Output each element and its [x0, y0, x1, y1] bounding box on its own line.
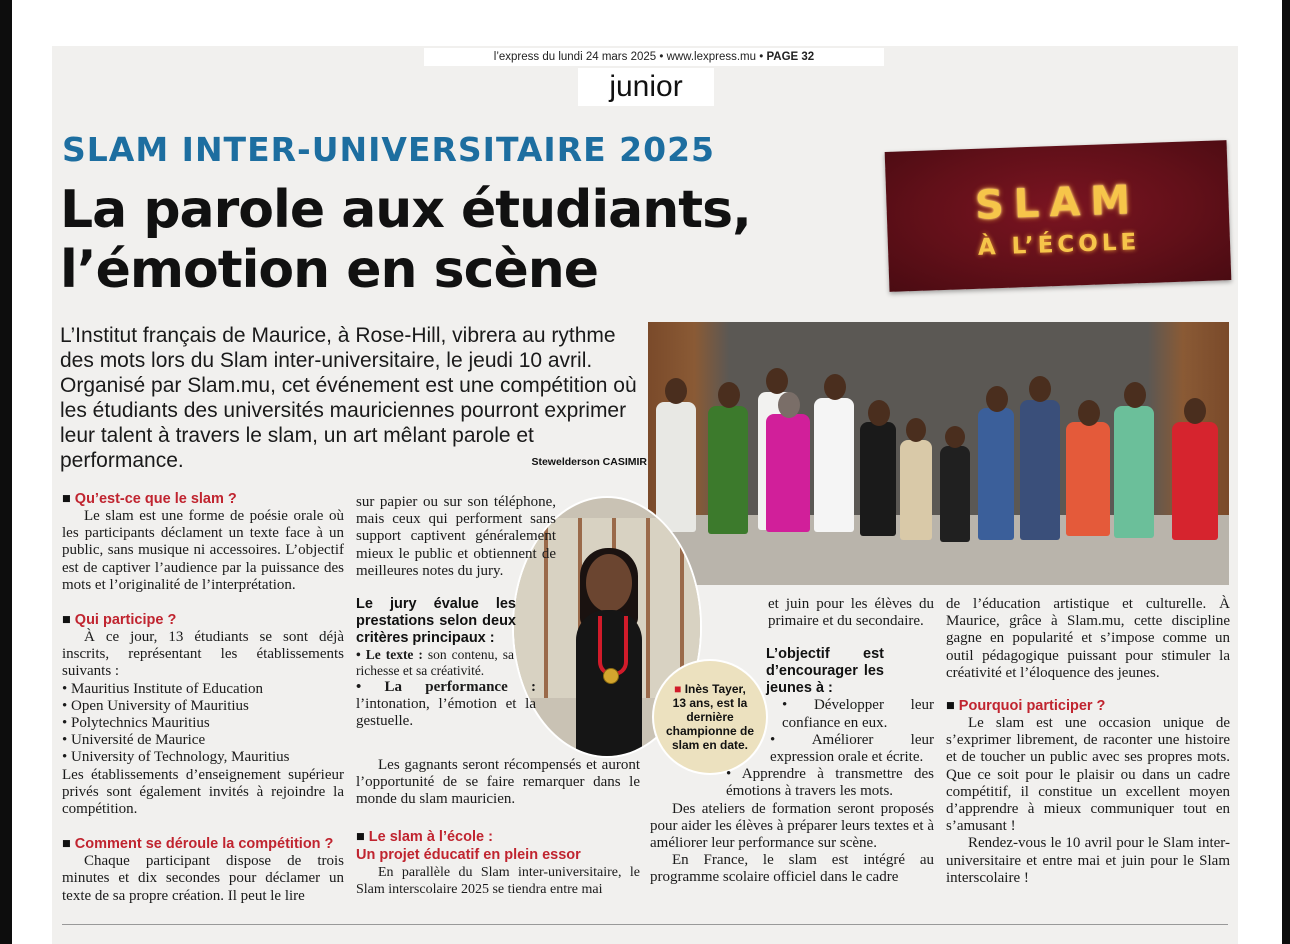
logo-word: SLAM [974, 177, 1141, 229]
photo-figure [708, 406, 748, 534]
article-byline: Stewelderson CASIMIR [531, 456, 647, 468]
paragraph: Les établissements d’enseignement supérieur privés sont également invités à rejoindre la compétition. [62, 766, 344, 818]
criterion-label: • Le texte : [356, 647, 423, 663]
paragraph: Les gagnants seront récompensés et auront l’opportunité de se faire remarquer dans le monde du slam mauricien. [356, 756, 640, 808]
photo-figure [656, 402, 696, 532]
jury-subhead: Le jury évalue les prestations selon deux critères principaux : [356, 596, 516, 647]
photo-figure [814, 398, 854, 532]
issue-header [424, 48, 884, 66]
photo-figure [766, 414, 810, 532]
paragraph: Le slam est une occasion unique de s’exprimer librement, de raconter une histoire et de toucher un public avec ses propres mots. Que ce soit pour le plaisir ou dans un cadre compétitif, il constitue un excellent moyen d’apprendre à mieux communiquer tout en s’amusant ! [946, 715, 1230, 835]
article-kicker: SLAM INTER-UNIVERSITAIRE 2025 [62, 130, 716, 169]
caption-marker-icon: ■ [674, 682, 682, 696]
photo-figure [978, 408, 1014, 540]
photo-figure [860, 422, 896, 536]
paragraph: de l’éducation artistique et culturelle. À Maurice, grâce à Slam.mu, cette discipline gagne en popularité et s’impose comme un outil pédagogique puissant pour stimuler la créativité et l’éloquence des jeunes. [946, 596, 1230, 681]
article-headline [60, 180, 880, 300]
article-lead: L’Institut français de Maurice, à Rose-Hill, vibrera au rythme des mots lors du Slam inter-universitaire, le jeudi 10 avril. Organisé par Slam.mu, cet événement est une compétition où les étudiants des universités mauriciennes pourront exprimer leur talent à travers le slam, un art mêlant parole et performance. [60, 324, 637, 472]
paragraph: En France, le slam est intégré au programme scolaire officiel dans le cadre [650, 852, 934, 886]
column-3 [650, 596, 934, 887]
subhead-how-it-works: ■ Comment se déroule la compétition ? [62, 836, 334, 853]
bottom-rule [62, 924, 1228, 925]
subhead-what-is-slam: ■ Qu’est-ce que le slam ? [62, 491, 237, 507]
photo-figure-head [665, 378, 687, 404]
photo-figure [940, 446, 970, 542]
criterion-text: • Le texte : son contenu, sa richesse et sa créativité. [356, 647, 515, 679]
photo-figure-head [1184, 398, 1206, 424]
headline-line-1: La parole aux étudiants, [60, 180, 751, 240]
logo-subword: À L’ÉCOLE [977, 229, 1141, 261]
criterion-label: • La performance : [356, 679, 536, 696]
photo-figure-head [824, 374, 846, 400]
photo-figure-head [778, 392, 800, 418]
photo-figure [1172, 422, 1218, 540]
slam-a-lecole-logo [885, 140, 1232, 292]
column-4 [946, 596, 1230, 887]
section-label: junior [578, 68, 714, 106]
paragraph: sur papier ou sur son téléphone, mais ceux qui performent sans support captivent généralement mieux le public et obtiennent de meilleures notes du jury. [356, 494, 556, 579]
objective-item: • Améliorer leur expression orale et écrite. [770, 731, 934, 766]
criterion-performance: • La performance : l’intonation, l’émotion et la gestuelle. [356, 679, 536, 730]
paragraph: et juin pour les élèves du primaire et du secondaire. [768, 596, 934, 630]
photo-figure-head [868, 400, 890, 426]
subhead-slam-at-school-line-2: Un projet éducatif en plein essor [356, 847, 581, 864]
subhead-slam-at-school: ■ Le slam à l’école : [356, 829, 493, 846]
paragraph: À ce jour, 13 étudiants se sont déjà inscrits, représentant les établissements suivants : [62, 629, 344, 680]
photo-figure [900, 440, 932, 540]
photo-figure-head [766, 368, 788, 394]
photo-figure [1114, 406, 1154, 538]
paragraph: Rendez-vous le 10 avril pour le Slam inter-universitaire et entre mai et juin pour le Slam interscolaire ! [946, 835, 1230, 886]
photo-figure-head [718, 382, 740, 408]
photo-figure-head [986, 386, 1008, 412]
list-item: • Mauritius Institute of Education [62, 680, 264, 697]
photo-figure-head [906, 418, 926, 442]
subhead-who-participates: ■ Qui participe ? [62, 612, 177, 629]
list-item: • Polytechnics Mauritius [62, 715, 210, 732]
subhead-why-participate: ■ Pourquoi participer ? [946, 698, 1106, 715]
page-number: PAGE 32 [766, 51, 815, 63]
photo-figure-head [945, 426, 965, 448]
newspaper-page [52, 46, 1238, 944]
right-frame-edge [1282, 0, 1290, 944]
headline-line-2: l’émotion en scène [60, 240, 599, 300]
left-frame-edge [0, 0, 12, 944]
photo-figure-head [1078, 400, 1100, 426]
photo-figure-head [1029, 376, 1051, 402]
photo-figure [1020, 400, 1060, 540]
group-photo [648, 322, 1229, 585]
list-item: • Université de Maurice [62, 732, 206, 749]
photo-figure [1066, 422, 1110, 536]
paragraph: Chaque participant dispose de trois minutes et dix secondes pour déclamer un texte de sa propre création. Il peut le lire [62, 853, 344, 904]
objective-subhead: L’objectif est d’encourager les jeunes à : [766, 646, 884, 697]
column-2 [356, 494, 640, 899]
objective-item: • Apprendre à transmettre des émotions à travers les mots. [726, 766, 934, 800]
list-item: • Open University of Mauritius [62, 697, 249, 714]
objective-item: • Développer leur confiance en eux. [782, 697, 934, 731]
list-item: • University of Technology, Mauritius [62, 749, 290, 766]
photo-figure-head [1124, 382, 1146, 408]
column-1 [62, 490, 344, 905]
paragraph: En parallèle du Slam inter-universitaire, le Slam interscolaire 2025 se tiendra entre mai [356, 865, 640, 898]
issue-info: l’express du lundi 24 mars 2025 • www.lexpress.mu • [493, 51, 764, 63]
paragraph: Le slam est une forme de poésie orale où les participants déclament un texte face à un public, sans musique ni accessoires. L’objectif est de captiver l’audience par la puissance des mots et l’originalité de l’interprétation. [62, 508, 344, 593]
caption-text: Inès Tayer, 13 ans, est la dernière championne de slam en date. [666, 682, 755, 752]
paragraph: Des ateliers de formation seront proposés pour aider les élèves à préparer leurs textes et à améliorer leur performance sur scène. [650, 800, 934, 852]
